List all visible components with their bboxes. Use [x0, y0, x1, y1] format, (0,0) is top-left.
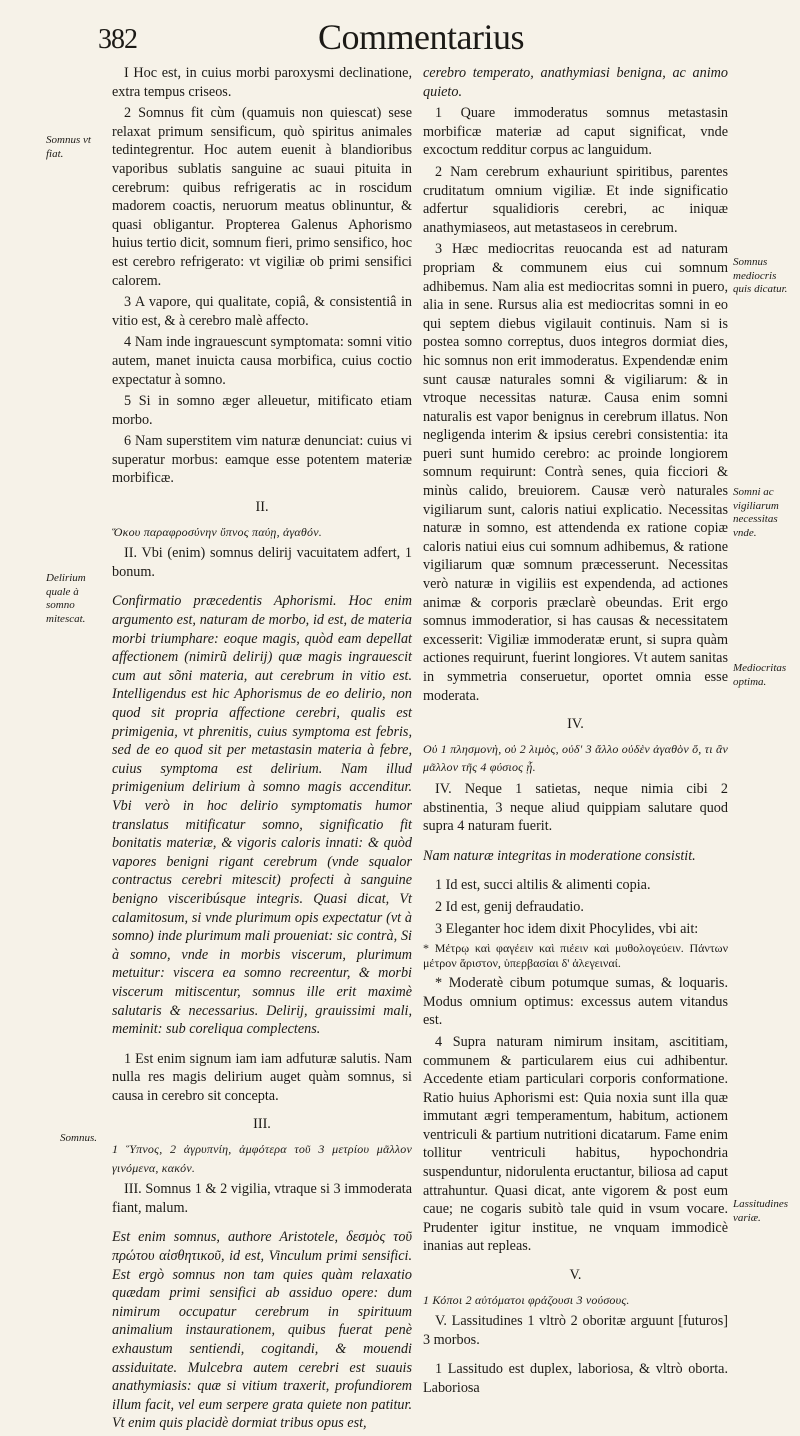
spacer [423, 1352, 728, 1360]
paragraph: 1 Ὕπνος, 2 ἀγρυπνίη, ἀμφότερα τοῦ 3 μετρίου μᾶλλον γινόμενα, κακόν. [112, 1142, 412, 1175]
paragraph: I Hoc est, in cuius morbi paroxysmi declinatione, extra tempus criseos. [112, 65, 412, 100]
paragraph: 1 Est enim signum iam iam adfuturæ salutis. Nam nulla res magis delirium auget quàm somnus, si causa in cerebro sit concepta. [112, 1050, 412, 1104]
paragraph: 1 Id est, succi altilis & alimenti copia. [435, 877, 651, 894]
paragraph: 2 Id est, genij defraudatio. [435, 898, 584, 915]
paragraph: 2 Somnus fit cùm (quamuis non quiescat) sese relaxat primum sensificum, quò spiritus animales tedintegrentur. Hoc autem euenit à blandioribus vaporibus sublatis sanguine ac suaui pituita in cerebrum: quibus refrigeratis ac in roscidum madorem coactis, neruorum meatus oblinuntur, & quasi obligantur. Propterea Galenus Aphorismo huius tertio dicit, somnum fieri, primo sensifico, hoc est cerebro refrigerato: vt vigiliæ ob primi sensifici calorem. [112, 105, 412, 289]
running-title: Commentarius [318, 17, 524, 57]
spacer [112, 1220, 412, 1228]
paragraph: * Μέτρῳ καὶ φαγέειν καὶ πιέειν καὶ μυθολογεύειν. Πάντων μέτρον ἄριστον, ὑπερβασίαι δ' ἀλεγειναί. [423, 941, 728, 971]
paragraph: 3 Hæc mediocritas reuocanda est ad naturam propriam & communem eius cui somnum adhibemus. Nam alia est mediocritas somni in puero, alia in sene. Rursus alia est mediocritas somni in eo qui septem diebus vigilauit continuis. Nam si is postea somno correptus, duos integros dormiat dies, hic somnus non erit immoderatus. Expendendæ enim sunt causæ naturales somni & vigiliarum: & in vtroque necessitas naturæ. Causa enim somni naturalis est vapor benignus in cerebrum illatus. Non negligenda interim & ipsius cerebri consistentia: ita pueri sunt humido cerebro: ac proinde longiorem somnum requirunt: Contrà senes, quia ficciori & minùs calido, breuiorem. Causæ verò naturales vigiliarum sunt, caloris natiui explicatio. Necessitas naturæ in somno, est attendenda ex ratione copiæ caloris natiui eius cui somnum adhibemus, & ratione vigiliarum quæ somnum præcesserunt. Necessitas verò naturæ in vigiliis est expendenda, ad actiones animæ & corporis præclarè obeundas. Erit ergo somnus immoderatior, si has causas & necessitatem excesserit: Vigiliæ immoderatæ erunt, si supra quàm actiones requirunt, fuerint longiores. Vt autem sanitas in symmetria conseruetur, oportet omnia esse moderata. [423, 241, 728, 704]
section-heading: III. [253, 1116, 271, 1133]
paragraph: 5 Si in somno æger alleuetur, mitificato etiam morbo. [112, 393, 412, 428]
spacer [423, 839, 728, 847]
paragraph: 4 Supra naturam nimirum insitam, ascititiam, communem & particularem eius cui adhibentur. Accedente etiam particulari corporis conformatione. Ratio huius Aphorismi est: Quia noxia sunt illa quæ immutant ægri temperamentum, habitum, actionem ventriculi & partium nutritioni dicatarum. Fame enim tollitur ventriculi habitus, hypochondria suspenduntur, nidorulenta eructantur, biliosa ad caput attrahuntur. Quasi dicat, ante vigorem & post eum caue; ne cogaris subitò tale quid in vsum vocare. Prudenter igitur institue, ne vnquam immodicè inanias aut repleas. [423, 1033, 728, 1255]
paragraph: Nam naturæ integritas in moderatione consistit. [423, 847, 696, 864]
right-column [423, 64, 728, 1401]
paragraph: 2 Nam cerebrum exhauriunt spiritibus, parentes cruditatum omnium vigiliæ. Et inde significatio adfertur squalidioris cerebri, ac iniquæ anathymiaseos, aut metastaseos in cerebrum. [423, 163, 728, 236]
left-column [112, 64, 412, 1436]
paragraph: II. Vbi (enim) somnus delirij vacuitatem adfert, 1 bonum. [112, 545, 412, 580]
paragraph: 1 Κόποι 2 αὐτόματοι φράζουσι 3 νούσους. [423, 1292, 630, 1307]
paragraph: V. Lassitudines 1 vltrò 2 oboritæ arguunt [futuros] 3 morbos. [423, 1313, 728, 1348]
paragraph: 4 Nam inde ingrauescunt symptomata: somni vitio autem, manet inuicta causa morbifica, cuius coctio expectatur à somno. [112, 334, 412, 388]
paragraph: Est enim somnus, authore Aristotele, δεσμὸς τοῦ πρώτου αἰσθητικοῦ, id est, Vinculum primi sensifici. Est ergò somnus non tam quies quàm relaxatio quædam primi sensifici ab assiduo opere: dum nimirum occupatur cerebrum in spirituum animalium instaurationem, quibus fuerat penè exhaustum sentiendi, cogitandi, & mouendi assiduitate. Mulcebra autem cerebri est suauis anathymiasis: quæ si vitium traxerit, profundiorem illum facit, vel eum serpere grata quiete non patitur. Vt enim quis placidè dormiat tribus opus est, [112, 1229, 412, 1432]
paragraph: 6 Nam superstitem vim naturæ denunciat: cuius vi superatur morbus: eamque esse potentem materiæ morbificæ. [112, 433, 412, 487]
paragraph: Confirmatio præcedentis Aphorismi. Hoc enim argumento est, naturam de morbo, id est, de materia morbi triumphare: eoque magis, quòd eam depellat affectionem (nimirũ delirij) quæ magis ingrauescit cum aut sõni materia, aut cerebrum in vitio est. Intelligendus est hic Aphorismus de eo delirio, non quod sit propria affectione cerebri, qualis est primigenia, vt phrenitis, cuius symptoma est febris, sed de eo quod sit per metastasin materia à febre, cuius symptoma est delirium. Nam illud primigenium delirium à somno magis accenditur. Vbi verò in hoc delirio symptomatis humor translatus mitificatur somno, significatio fit bonitatis materiæ, & vigoris caloris innati: & quòd vapores benigni rigant cerebrum (vnde squalor contractus cerebri mitescit) profecti à sanguine benigno visceribúsque integris. Quasi dicat, Vt calamitosum, si vnde plurimum opis expectatur (vt à somno) inde plurimum mali proueniat: sic contrà, Si à somno, vnde in morbis viscerum, plurimum metuitur: viscera ea somno recreentur, & morbi viscerum mitiscentur, somnus ille erit maximè salutaris & necessarius. Delirij, grauissimi mali, meminit: sub coreliqua complectens. [112, 593, 412, 1038]
margin-note: Somni ac vigiliarum necessitas vnde. [733, 486, 779, 539]
spacer [423, 868, 728, 876]
paragraph: Οὐ 1 πλησμονὴ, οὐ 2 λιμὸς, οὐδ' 3 ἄλλο οὐδὲν ἀγαθὸν ὅ, τι ἂν μᾶλλον τῆς 4 φύσιος ᾖ. [423, 741, 728, 775]
spacer [112, 584, 412, 592]
margin-note: Lassitudines variæ. [733, 1198, 789, 1224]
margin-note: Somnus mediocris quis dicatur. [733, 256, 788, 295]
paragraph: * Moderatè cibum potumque sumas, & loquaris. Modus omnium optimus: excessus autem vitandus est. [423, 975, 728, 1029]
paragraph: cerebro temperato, anathymiasi benigna, ac animo quieto. [423, 65, 728, 100]
section-heading: II. [255, 499, 269, 516]
paragraph: 3 Eleganter hoc idem dixit Phocylides, vbi ait: [435, 920, 699, 937]
section-heading: V. [569, 1267, 582, 1284]
margin-note: Somnus. [60, 1132, 97, 1144]
paragraph: 1 Quare immoderatus somnus metastasin morbificæ materiæ ad caput significat, vnde excoctum redditur corpus ac languidum. [423, 105, 728, 159]
section-heading: IV. [567, 716, 584, 733]
margin-note: Mediocritas optima. [733, 662, 787, 688]
paragraph: 1 Lassitudo est duplex, laboriosa, & vltrò oborta. Laboriosa [423, 1361, 728, 1396]
paragraph: IV. Neque 1 satietas, neque nimia cibi 2 abstinentia, 3 neque aliud quippiam salutare quod supra 4 naturam fuerit. [423, 780, 728, 835]
paragraph: Ὅκου παραφροσύνην ὕπνος παύῃ, ἀγαθόν. [112, 524, 322, 539]
margin-note: Delirium quale à somno mitescat. [46, 572, 86, 625]
spacer [112, 1042, 412, 1050]
margin-note: Somnus vt fiat. [46, 134, 91, 160]
paragraph: III. Somnus 1 & 2 vigilia, vtraque si 3 immoderata fiant, malum. [112, 1181, 412, 1216]
page-number: 382 [98, 24, 137, 55]
paragraph: 3 A vapore, qui qualitate, copiâ, & consistentiâ in vitio est, & à cerebro malè affecto. [112, 294, 412, 329]
